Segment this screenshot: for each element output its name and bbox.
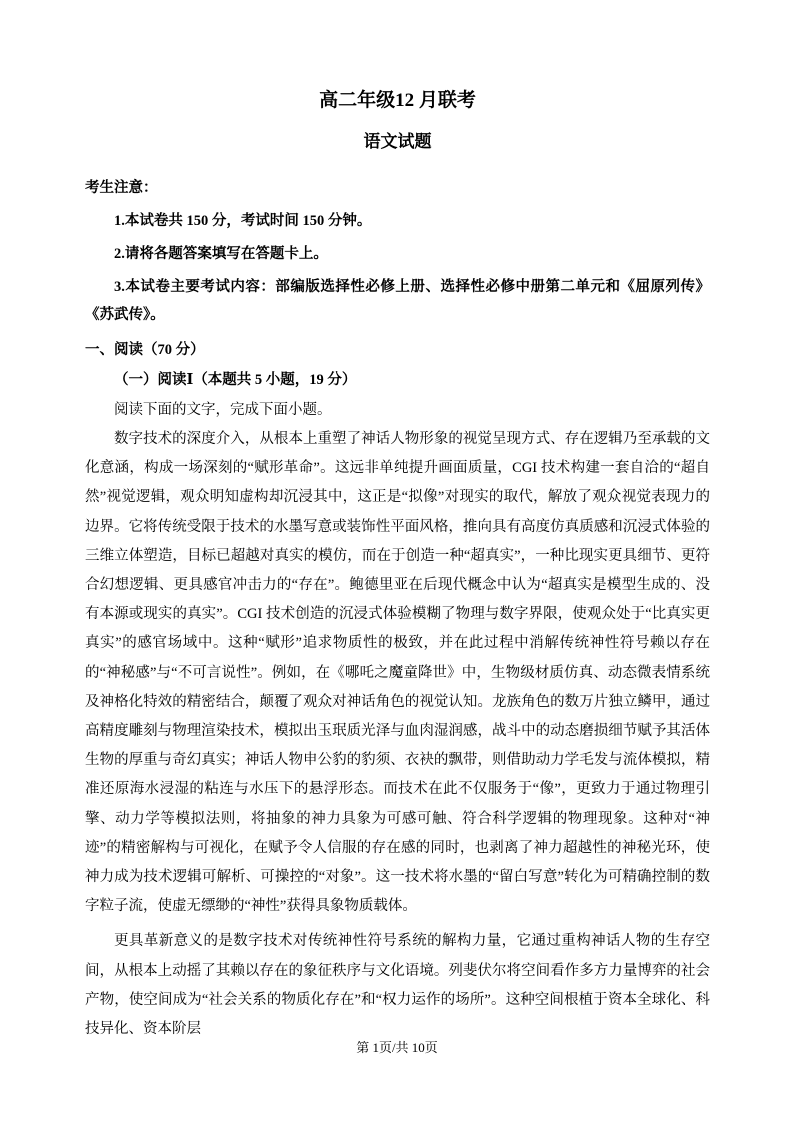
notice-item-1: 1.本试卷共 150 分，考试时间 150 分钟。 <box>114 213 372 229</box>
exam-title: 高二年级12 月联考 <box>319 90 476 111</box>
page-number-footer: 第 1页/共 10页 <box>356 1040 438 1055</box>
passage-paragraph-1: 数字技术的深度介入，从根本上重塑了神话人物形象的视觉呈现方式、存在逻辑乃至承载的文化意涵，构成一场深刻的“赋形革命”。这远非单纯提升画面质量，CGI 技术构建一套自洽的“超自然”视觉逻辑，观众明知虚构却沉浸其中，这正是“拟像”对现实的取代，解放了观众视觉表现力的边界。它将传统受限于技术的水墨写意或装饰性平面风格，推向具有高度仿真质感和沉浸式体验的三维立体塑造，目标已超越对真实的模仿，而在于创造一种“超真实”，一种比现实更具细节、更符合幻想逻辑、更具感官冲击力的“存在”。鲍德里亚在后现代概念中认为“超真实是模型生成的、没有本源或现实的真实”。CGI 技术创造的沉浸式体验模糊了物理与数字界限，使观众处于“比真实更真实”的感官场域中。这种“赋形”追求物质性的极致，并在此过程中消解传统神性符号赖以存在的“神秘感”与“不可言说性”。例如，在《哪吒之魔童降世》中，生物级材质仿真、动态微表情系统及神格化特效的精密结合，颠覆了观众对神话角色的视觉认知。龙族角色的数万片独立鳞甲，通过高精度雕刻与物理渲染技术，模拟出玉珉质光泽与血肉湿润感，战斗中的动态磨损细节赋予其活体生物的厚重与奇幻真实；神话人物申公豹的豹须、衣袂的飘带，则借助动力学毛发与流体模拟，精准还原海水浸湿的粘连与水压下的悬浮形态。而技术在此不仅服务于“像”，更致力于通过物理引擎、动力学等模拟法则，将抽象的神力具象为可感可触、符合科学逻辑的物理现象。这种对“神迹”的精密解构与可视化，在赋予令人信服的存在感的同时，也剥离了神力超越性的神秘光环，使神力成为技术逻辑可解析、可操控的“对象”。这一技术将水墨的“留白写意”转化为可精确控制的数字粒子流，使虚无缥缈的“神性”获得具象物质载体。 <box>85 431 710 915</box>
section-heading-reading: 一、阅读（70 分） <box>85 342 205 358</box>
passage-paragraph-2: 更具革新意义的是数字技术对传统神性符号系统的解构力量，它通过重构神话人物的生存空间，从根本上动摇了其赖以存在的象征秩序与文化语境。列斐伏尔将空间看作多方力量博弈的社会产物，使空间成为“社会关系的物质化存在”和“权力运作的场所”。这种空间根植于资本全球化、科技异化、资本阶层 <box>85 933 710 1038</box>
notice-label: 考生注意： <box>85 180 158 196</box>
reading-instruction: 阅读下面的文字，完成下面小题。 <box>114 402 332 418</box>
notice-item-3: 3.本试卷主要考试内容：部编版选择性必修上册、选择性必修中册第二单元和《屈原列传》《苏武传》。 <box>85 279 710 323</box>
notice-item-2: 2.请将各题答案填写在答题卡上。 <box>114 246 328 262</box>
exam-subtitle: 语文试题 <box>363 132 432 151</box>
subsection-heading-reading-1: （一）阅读Ⅰ（本题共 5 小题，19 分） <box>114 372 357 388</box>
